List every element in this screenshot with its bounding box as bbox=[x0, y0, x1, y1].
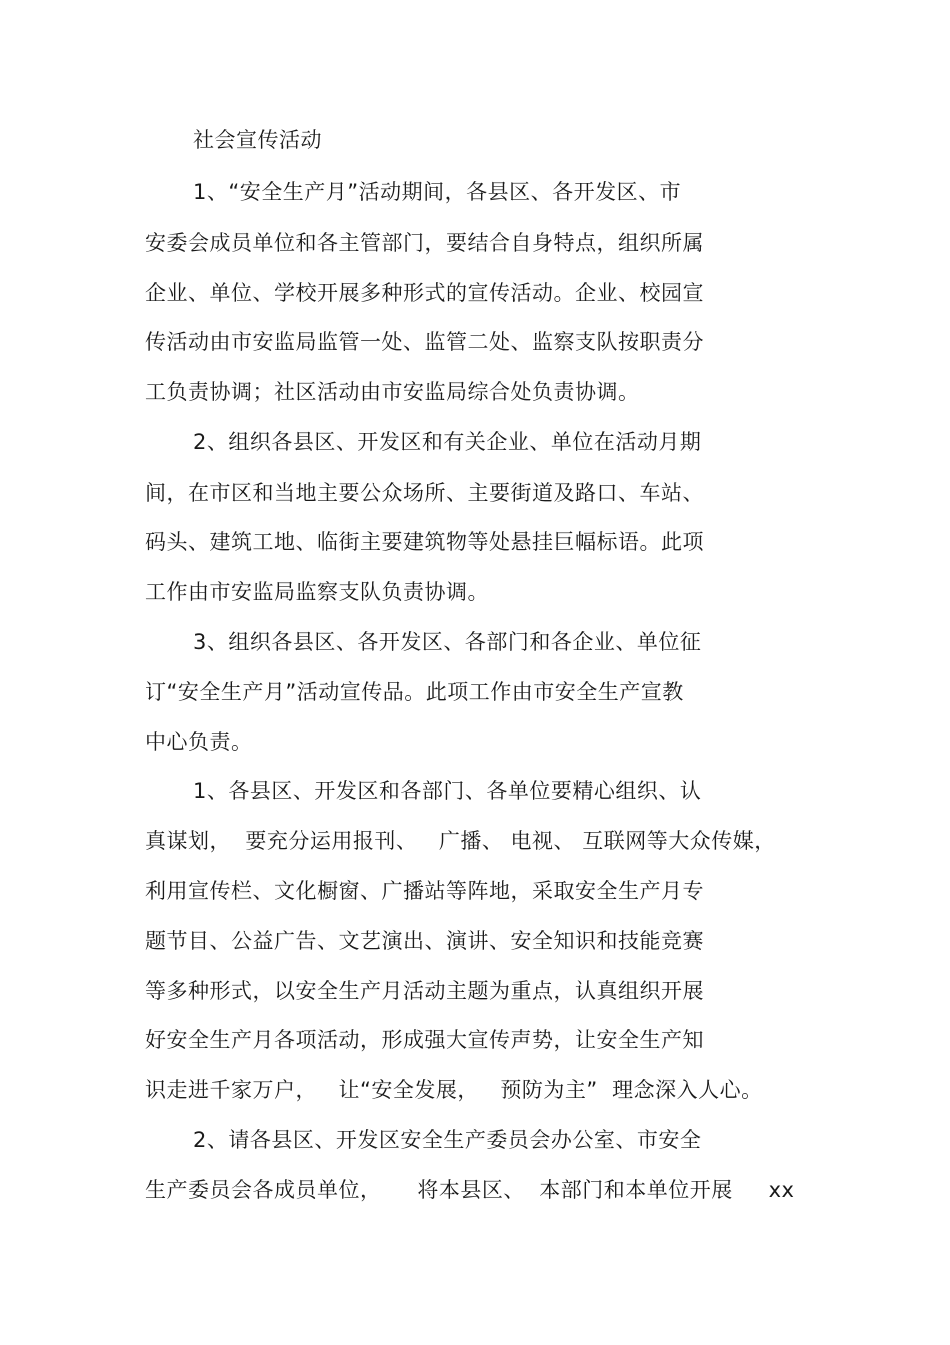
paragraph-line: 订“安全生产月”活动宣传品。此项工作由市安全生产宣教 bbox=[145, 680, 684, 704]
paragraph-line: 1、各县区、开发区和各部门、各单位要精心组织、认 bbox=[193, 779, 702, 803]
paragraph-line: 2、请各县区、开发区安全生产委员会办公室、市安全 bbox=[193, 1128, 702, 1152]
section-heading: 社会宣传活动 bbox=[193, 128, 322, 152]
paragraph-line: 工负责协调；社区活动由市安监局综合处负责协调。 bbox=[145, 380, 640, 404]
paragraph-line: 好安全生产月各项活动，形成强大宣传声势，让安全生产知 bbox=[145, 1028, 704, 1052]
paragraph-line: 码头、建筑工地、临街主要建筑物等处悬挂巨幅标语。此项 bbox=[145, 530, 704, 554]
paragraph-line: 识走进千家万户， 让“安全发展， 预防为主” 理念深入人心。 bbox=[145, 1078, 763, 1102]
paragraph-line: 3、组织各县区、各开发区、各部门和各企业、单位征 bbox=[193, 630, 702, 654]
paragraph-line: 题节目、公益广告、文艺演出、演讲、安全知识和技能竞赛 bbox=[145, 929, 704, 953]
paragraph-line: 1、“安全生产月”活动期间，各县区、各开发区、市 bbox=[193, 180, 682, 204]
paragraph-line: 间，在市区和当地主要公众场所、主要街道及路口、车站、 bbox=[145, 481, 704, 505]
paragraph-line: 生产委员会各成员单位， 将本县区、 本部门和本单位开展 xx bbox=[145, 1178, 795, 1202]
paragraph-line: 2、组织各县区、开发区和有关企业、单位在活动月期 bbox=[193, 430, 702, 454]
paragraph-line: 传活动由市安监局监管一处、监管二处、监察支队按职责分 bbox=[145, 330, 704, 354]
paragraph-line: 安委会成员单位和各主管部门，要结合自身特点，组织所属 bbox=[145, 231, 704, 255]
paragraph-line: 工作由市安监局监察支队负责协调。 bbox=[145, 580, 489, 604]
paragraph-line: 真谋划， 要充分运用报刊、 广播、 电视、 互联网等大众传媒， bbox=[145, 829, 776, 853]
paragraph-line: 利用宣传栏、文化橱窗、广播站等阵地，采取安全生产月专 bbox=[145, 879, 704, 903]
paragraph-line: 等多种形式，以安全生产月活动主题为重点，认真组织开展 bbox=[145, 979, 704, 1003]
paragraph-line: 中心负责。 bbox=[145, 730, 253, 754]
paragraph-line: 企业、单位、学校开展多种形式的宣传活动。企业、校园宣 bbox=[145, 281, 704, 305]
